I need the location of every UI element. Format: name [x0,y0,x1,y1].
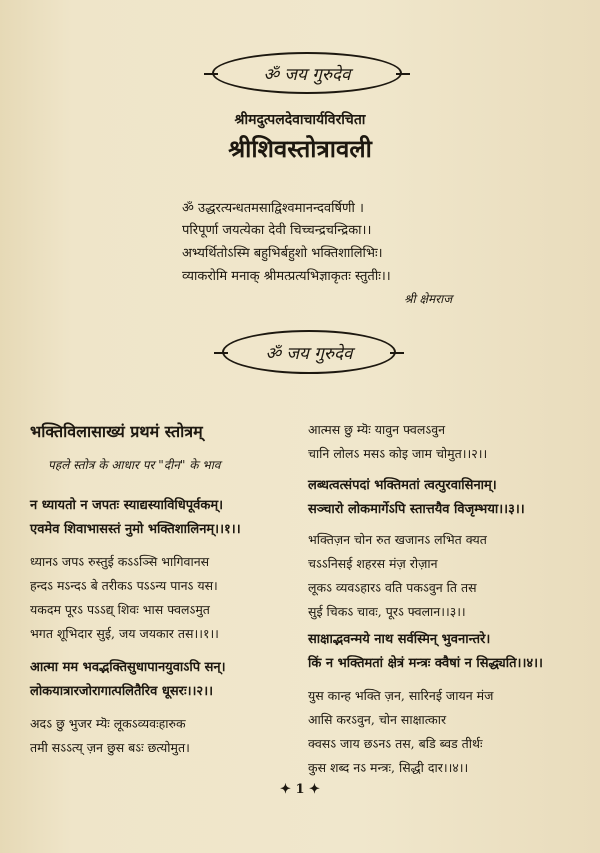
translation-1-line-2: हन्दऽ मऽन्दऽ बे तरीकऽ पऽऽन्य पानऽ यस। [30,578,218,593]
subtitle: श्रीमदुत्पलदेवाचार्यविरचिता [234,112,366,128]
translation-3-line-1: भक्तिज़न चोन रुत खजानऽ लभित क्यत [308,532,487,547]
attribution: श्री क्षेमराज [404,292,453,306]
page-title: श्रीशिवस्तोत्रावली [228,134,372,163]
verse-3-line-1: लब्धत्वत्संपदां भक्तिमतां त्वत्पुरवासिनाम्। [308,478,497,493]
translation-4-line-1: युस कान्ह भक्ति ज़न, सारिनई जायन मंज [308,688,494,703]
invocation-line-3: अभ्यर्थितोऽस्मि बहुभिर्बहुशो भक्तिशालिभिः। [182,246,383,261]
invocation-line-1: ॐ उद्धरत्यन्धतमसाद्विश्वमानन्दवर्षिणी । [182,201,364,216]
translation-4-line-3: क्वसऽ जाय छऽनऽ तस, बडि ब्वड तीर्थः [308,736,483,751]
verse-2-line-1: आत्मा मम भवद्भक्तिसुधापानयुवाऽपि सन्। [30,660,226,675]
translation-2-line-1: अदऽ छु भुजर म्यॆः लूकऽव्यवःहारुक [30,716,186,731]
header-badge: ॐ जय गुरुदेव [212,52,402,94]
verse-1-line-2: एवमेव शिवाभासस्तं नुमो भक्तिशालिनम्।।१।। [30,522,241,537]
translation-1-line-4: भगत शूभिदार सुई, जय जयकार तस।।१।। [30,626,219,641]
translation-3-line-2: चऽऽनिसई शहरस मंज़ रोज़ान [308,556,438,571]
section-badge: ॐ जय गुरुदेव [222,330,396,374]
invocation-line-2: परिपूर्णा जयत्येका देवी चिच्चन्द्रचन्द्रिका।। [182,223,372,238]
translation-3-line-4: सुई चिकऽ चावः, पूरऽ फ्वलान।।३।। [308,604,466,619]
page-number: ✦ 1 ✦ [280,782,320,797]
translation-2-line-4: चानि लोलऽ मसऽ कोइ जाम चोमुत।।२।। [308,446,488,461]
translation-3-line-3: लूकऽ व्यवऽहारऽ वति पकऽवुन ति तस [308,580,477,595]
verse-2-line-2: लोकयात्रारजोरागात्पलितैरिव धूसरः।।२।। [30,684,214,699]
verse-4-line-1: साक्षाद्भवन्मये नाथ सर्वस्मिन् भुवनान्तरे। [308,632,491,647]
translation-1-line-1: ध्यानऽ जपऽ रुस्तुई कऽऽञ्सि भागिवानस [30,554,210,569]
invocation-line-4: व्याकरोमि मनाक् श्रीमत्प्रत्यभिज्ञाकृतः स्तुतीः।। [182,269,391,284]
translation-2-line-3: आत्मस छु म्यॆः यावुन फ्वलऽवुन [308,422,446,437]
translation-4-line-4: कुस शब्द नऽ मन्त्रः, सिद्धी दार।।४।। [308,760,469,775]
verse-3-line-2: सञ्चारो लोकमार्गेऽपि स्तात्तयैव विजृम्भया।।३।। [308,502,525,517]
section-heading: भक्तिविलासाख्यं प्रथमं स्तोत्रम् [30,422,203,441]
verse-1-line-1: न ध्यायतो न जपतः स्याद्यस्याविधिपूर्वकम्। [30,498,224,513]
verse-4-line-2: किं न भक्तिमतां क्षेत्रं मन्त्रः क्वैषां न सिद्ध्यति।।४।। [308,656,543,671]
section-note: पहले स्तोत्र के आधार पर "दीन" के भाव [48,458,221,472]
translation-4-line-2: आसि करऽवुन, चोन साक्षात्कार [308,712,447,727]
translation-1-line-3: यकदम पूरऽ पऽऽद्य् शिवः भास फ्वलऽमुत [30,602,210,617]
translation-2-line-2: तमी सऽऽत्य् ज़न छुस बऽः छत्योमुत। [30,740,190,755]
